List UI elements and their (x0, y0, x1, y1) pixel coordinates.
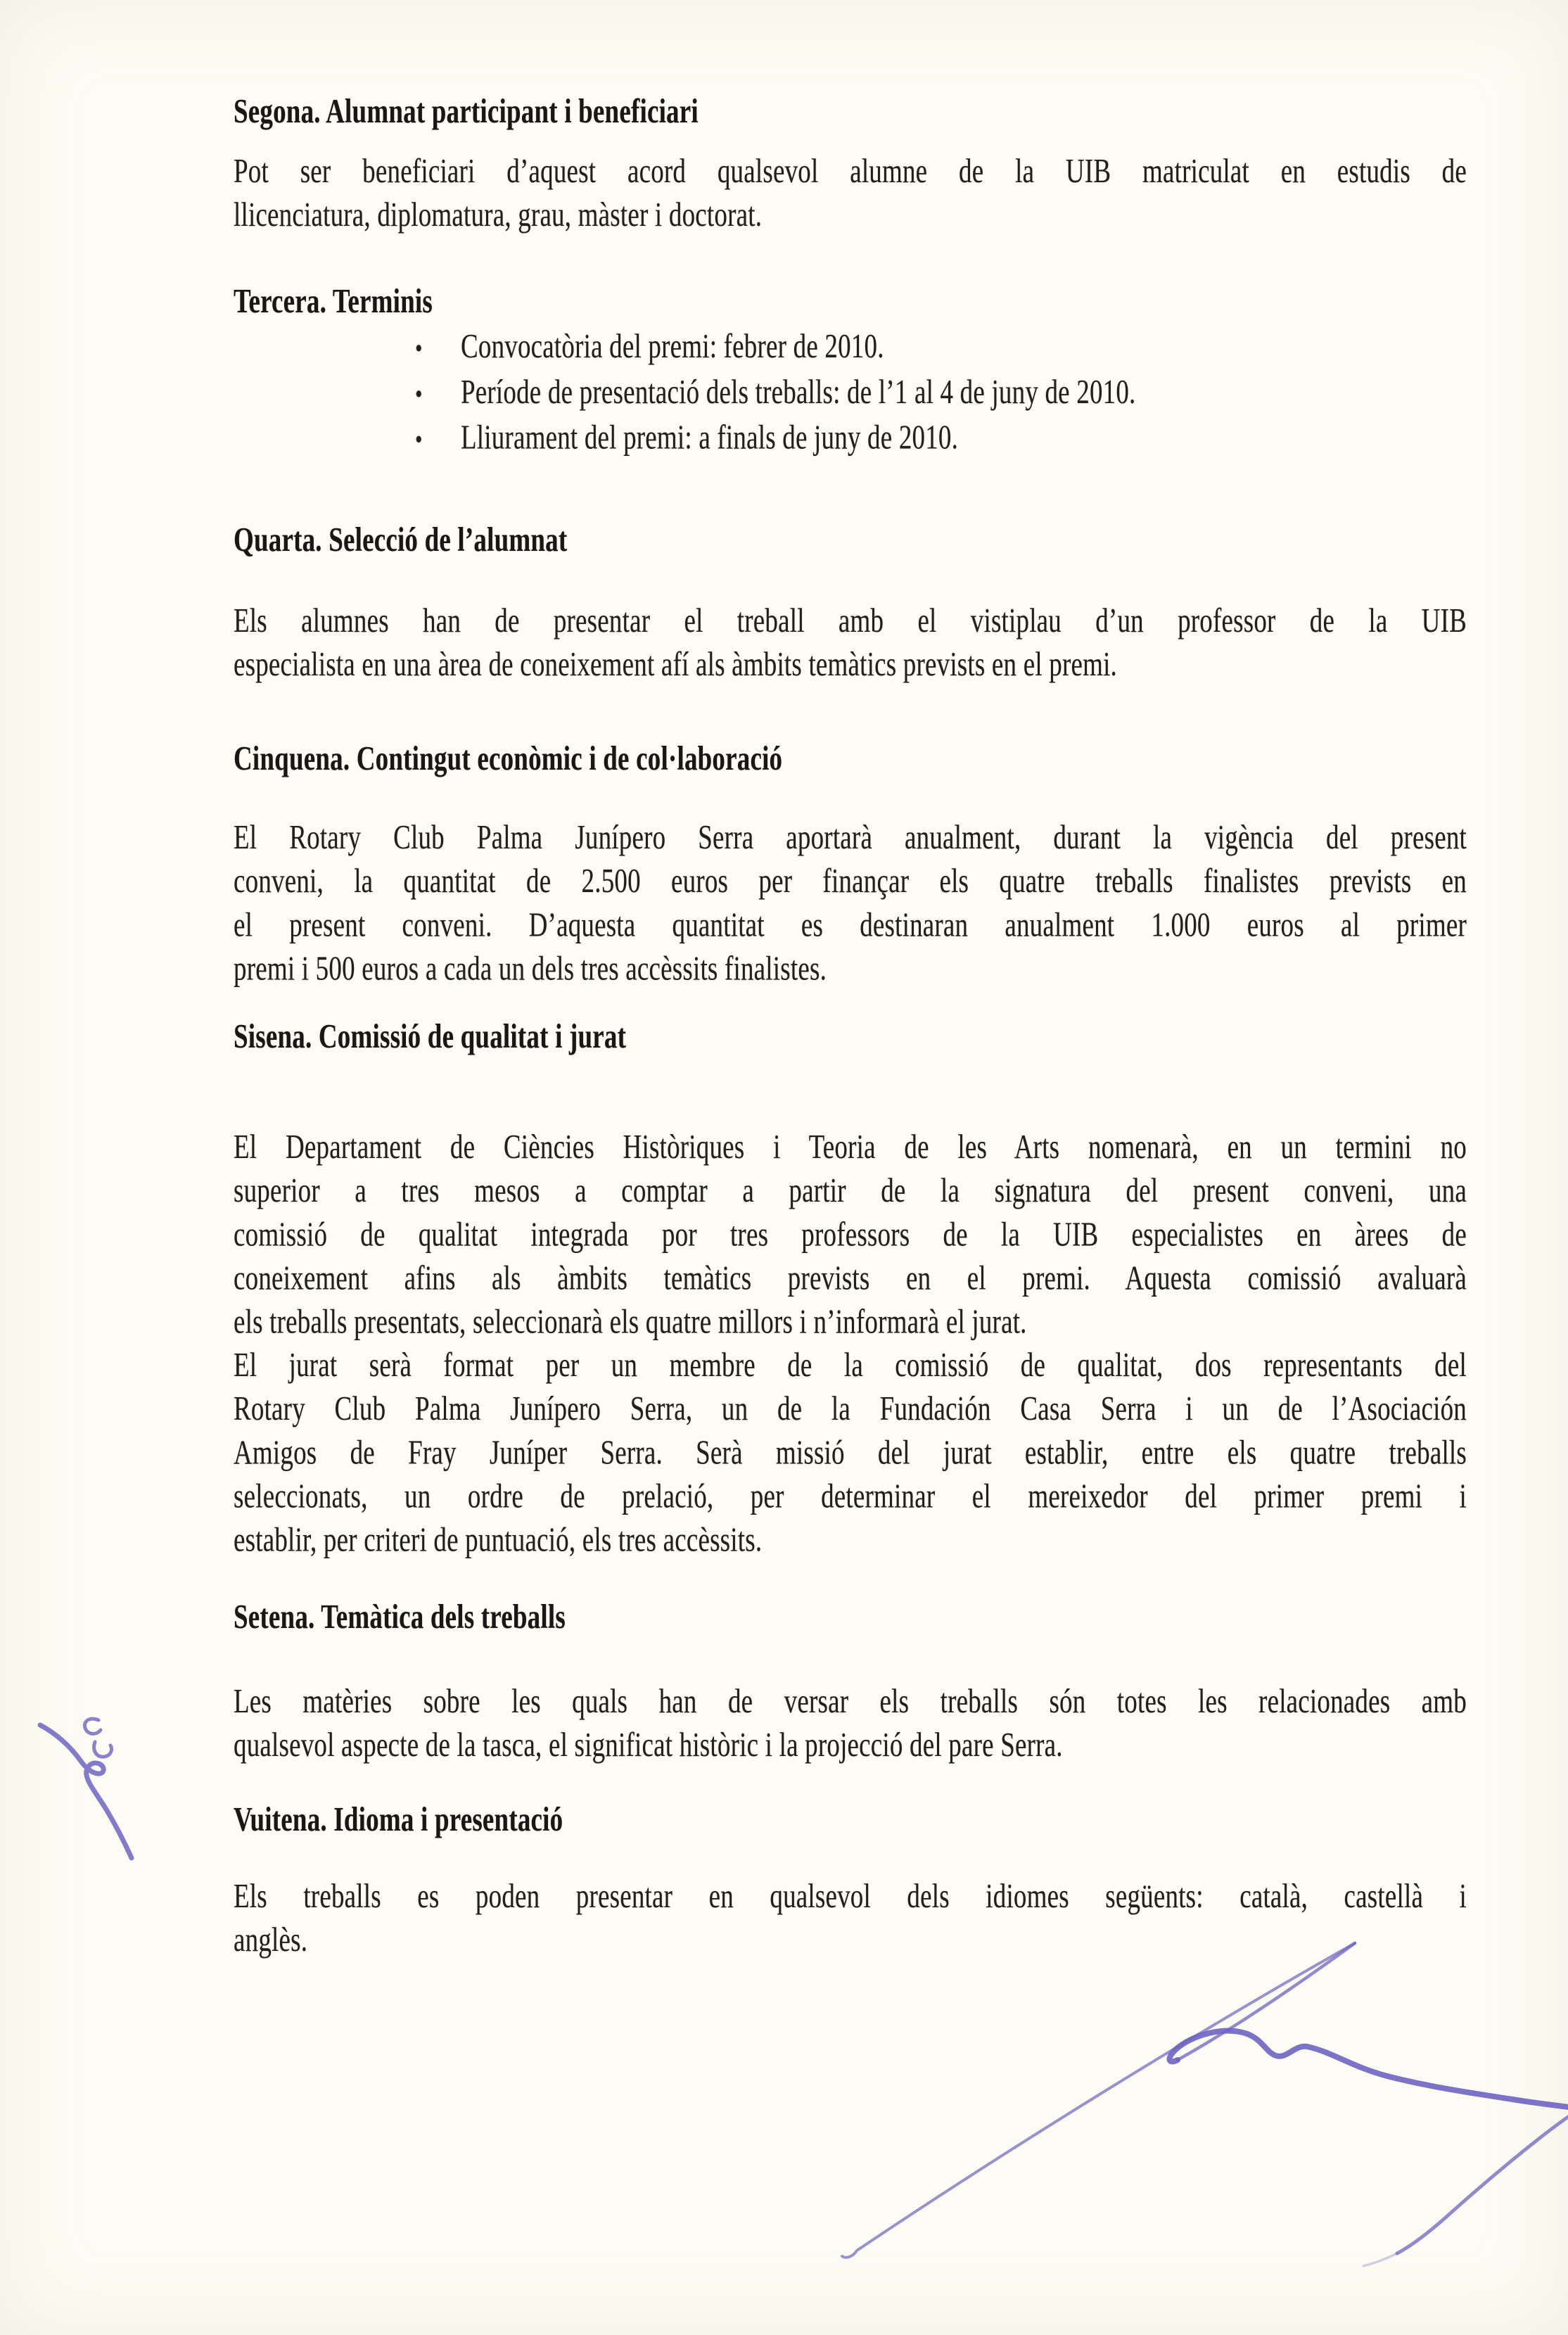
signature-upstroke (842, 1943, 1355, 2258)
paragraph-line: Amigos de Fray Juníper Serra. Serà missió del jurat establir, entre els quatre treballs (234, 1434, 1467, 1472)
paragraph-line: comissió de qualitat integrada por tres professors de la UIB especialistes en àrees de (234, 1216, 1467, 1254)
section-heading-cinquena: Cinquena. Contingut econòmic i de col·laboració (234, 739, 783, 779)
bullet-item-label: Convocatòria del premi: febrer de 2010. (461, 327, 884, 367)
bullet-item (234, 325, 1467, 371)
paragraph-line: especialista en una àrea de coneixement afí als àmbits temàtics prevists en el premi. (234, 646, 1118, 685)
paragraph-line: coneixement afins als àmbits temàtics prevists en el premi. Aquesta comissió avaluarà (234, 1259, 1467, 1298)
bullet-dot: • (415, 378, 423, 410)
bullet-dot: • (415, 333, 423, 364)
paragraph-line: Les matèries sobre les quals han de versar els treballs són totes les relacionades amb (234, 1682, 1467, 1722)
paragraph-cinquena-0 (234, 816, 1467, 991)
paragraph-line: conveni, la quantitat de 2.500 euros per finançar els quatre treballs finalistes prevists en (234, 863, 1467, 901)
signature-tail-stroke (1397, 2117, 1568, 2253)
paragraph-line: Pot ser beneficiari d’aquest acord qualsevol alumne de la UIB matriculat en estudis de (234, 152, 1467, 191)
section-heading-setena: Setena. Temàtica dels treballs (234, 1598, 566, 1637)
paragraph-line: superior a tres mesos a comptar a partir de la signatura del present conveni, una (234, 1172, 1467, 1211)
paragraph-sisena-0 (234, 1126, 1467, 1344)
section-heading-sisena: Sisena. Comissió de qualitat i jurat (234, 1017, 627, 1057)
paragraph-line: Rotary Club Palma Junípero Serra, un de la Fundación Casa Serra i un de l’Asociación (234, 1390, 1467, 1429)
signature-wavy-stroke (1169, 2031, 1568, 2107)
paragraph-setena-0 (234, 1680, 1467, 1767)
paragraph-line: establir, per criteri de puntuació, els tres accèssits. (234, 1521, 763, 1560)
paragraph-line: Els treballs es poden presentar en qualsevol dels idiomes següents: català, castellà i (234, 1877, 1467, 1916)
signature-tail-fade (1363, 2253, 1397, 2266)
section-heading-tercera: Tercera. Terminis (234, 282, 433, 322)
paragraph-vuitena-0 (234, 1875, 1467, 1962)
paragraph-line: El Departament de Ciències Històriques i Teoria de les Arts nomenarà, en un termini no (234, 1128, 1467, 1167)
paragraph-line: qualsevol aspecte de la tasca, el significat històric i la projecció del pare Serra. (234, 1726, 1063, 1765)
bullet-item (234, 371, 1467, 416)
paragraph-line: els treballs presentats, seleccionarà els quatre millors i n’informarà el jurat. (234, 1303, 1027, 1342)
margin-pen-mark-main-stroke (40, 1725, 132, 1858)
paragraph-line: el present conveni. D’aquesta quantitat es destinaran anualment 1.000 euros al primer (234, 906, 1467, 945)
section-heading-vuitena: Vuitena. Idioma i presentació (234, 1800, 563, 1840)
paragraph-line: premi i 500 euros a cada un dels tres accèssits finalistes. (234, 950, 827, 988)
bullet-dot: • (415, 424, 423, 455)
paragraph-line: El jurat serà format per un membre de la comissió de qualitat, dos representants del (234, 1346, 1467, 1385)
bullet-item (234, 416, 1467, 462)
paragraph-segona-0 (234, 150, 1467, 237)
bullet-item-label: Període de presentació dels treballs: de l’1 al 4 de juny de 2010. (461, 373, 1136, 412)
bullet-item-label: Lliurament del premi: a finals de juny de 2010. (461, 419, 959, 457)
bullet-list-tercera (234, 325, 1467, 462)
section-heading-quarta: Quarta. Selecció de l’alumnat (234, 521, 568, 560)
paragraph-line: llicenciatura, diplomatura, grau, màster i doctorat. (234, 196, 763, 235)
margin-pen-mark-curve-2 (94, 1742, 112, 1757)
section-heading-segona: Segona. Alumnat participant i beneficiari (234, 92, 699, 132)
paragraph-quarta-0 (234, 599, 1467, 687)
margin-pen-mark-curve-1 (84, 1719, 101, 1733)
paragraph-line: Els alumnes han de presentar el treball amb el vistiplau d’un professor de la UIB (234, 602, 1467, 641)
paragraph-line: seleccionats, un ordre de prelació, per determinar el mereixedor del primer premi i (234, 1477, 1467, 1516)
paragraph-sisena-1 (234, 1344, 1467, 1562)
paragraph-line: El Rotary Club Palma Junípero Serra aportarà anualment, durant la vigència del present (234, 818, 1467, 858)
paragraph-line: anglès. (234, 1921, 308, 1960)
